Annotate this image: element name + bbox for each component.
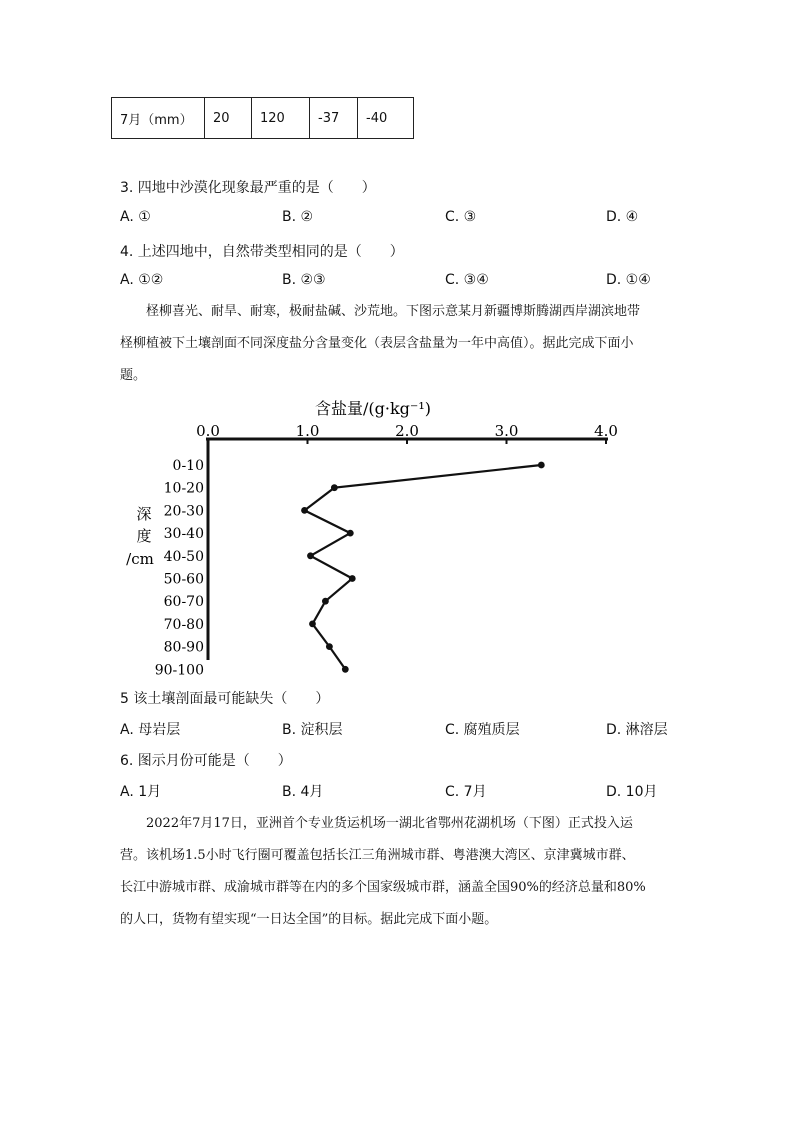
data-point	[347, 530, 354, 537]
y-tick-label: 0-10	[172, 458, 204, 474]
table-cell: 120	[252, 98, 310, 139]
y-tick-label: 90-100	[154, 662, 204, 677]
y-tick-label: 10-20	[163, 480, 204, 497]
table-row	[112, 98, 414, 139]
question-6-stem: 6. 图示月份可能是（ ）	[120, 753, 292, 769]
table-cell: -37	[310, 98, 358, 139]
y-tick-label: 50-60	[163, 571, 204, 588]
table-cell: -40	[358, 98, 414, 139]
q6-option-a[interactable]: A. 1月	[120, 784, 162, 800]
y-tick-label: 70-80	[163, 616, 204, 633]
q6-option-d[interactable]: D. 10月	[606, 784, 658, 800]
data-point	[342, 666, 349, 673]
q6-option-b[interactable]: B. 4月	[282, 784, 324, 800]
q4-option-a[interactable]: A. ①②	[120, 272, 164, 288]
q3-option-d[interactable]: D. ④	[606, 209, 639, 225]
y-tick-labels	[155, 458, 204, 677]
passage-tamarisk	[120, 296, 680, 392]
y-tick-label: 80-90	[163, 639, 204, 656]
question-4-stem: 4. 上述四地中，自然带类型相同的是（ ）	[120, 244, 404, 260]
question-5-stem: 5 该土壤剖面最可能缺失（ ）	[120, 691, 330, 707]
passage-line: 柽柳喜光、耐旱、耐寒，极耐盐碱、沙荒地。下图示意某月新疆博斯腾湖西岸湖滨地带	[146, 304, 641, 319]
q5-option-d[interactable]: D. 淋溶层	[606, 722, 668, 738]
passage-line: 长江中游城市群、成渝城市群等在内的多个国家级城市群，涵盖全国90%的经济总量和80%	[120, 880, 646, 895]
q3-option-a[interactable]: A. ①	[120, 209, 151, 225]
passage-line: 的人口，货物有望实现“一日达全国”的目标。据此完成下面小题。	[120, 912, 498, 927]
x-tick-label: 2.0	[395, 422, 419, 440]
chart-title: 含盐量/(g·kg⁻¹)	[314, 399, 432, 418]
x-tick-label: 4.0	[594, 422, 618, 440]
y-axis-label-unit: /cm	[126, 550, 154, 568]
question-3-stem: 3. 四地中沙漠化现象最严重的是（ ）	[120, 180, 376, 196]
data-point	[309, 621, 316, 628]
y-tick-label: 20-30	[163, 503, 204, 520]
y-axis-label-char: 度	[136, 527, 152, 545]
passage-line: 营。该机场1.5小时飞行圈可覆盖包括长江三角洲城市群、粤港澳大湾区、京津冀城市群、	[120, 848, 635, 863]
data-point	[307, 552, 314, 559]
y-axis-label-char: 深	[136, 505, 152, 523]
table-cell: 20	[205, 98, 252, 139]
data-point	[331, 484, 338, 491]
q4-option-d[interactable]: D. ①④	[606, 272, 651, 288]
q4-option-b[interactable]: B. ②③	[282, 272, 326, 288]
passage-ezhou-airport	[120, 808, 680, 936]
series-line	[305, 465, 542, 669]
table-cell: 7月（mm）	[112, 98, 205, 139]
y-tick-label: 60-70	[163, 594, 204, 611]
data-point	[301, 507, 308, 514]
q5-option-a[interactable]: A. 母岩层	[120, 722, 181, 738]
q4-option-c[interactable]: C. ③④	[445, 272, 489, 288]
x-tick-label: 1.0	[295, 422, 320, 440]
salinity-depth-chart	[120, 392, 640, 677]
y-tick-label: 30-40	[163, 526, 204, 543]
data-point	[322, 598, 329, 605]
data-point	[326, 643, 333, 650]
y-tick-label: 40-50	[163, 548, 204, 565]
q3-option-c[interactable]: C. ③	[445, 209, 477, 225]
q5-option-c[interactable]: C. 腐殖质层	[445, 722, 520, 738]
q6-option-c[interactable]: C. 7月	[445, 784, 487, 800]
climate-table	[111, 97, 414, 139]
x-tick-label: 0.0	[196, 422, 220, 440]
x-tick-labels	[196, 422, 618, 444]
q3-option-b[interactable]: B. ②	[282, 209, 314, 225]
data-point	[538, 462, 545, 469]
passage-line: 题。	[120, 368, 147, 383]
passage-line: 2022年7月17日，亚洲首个专业货运机场一湖北省鄂州花湖机场（下图）正式投入运	[146, 816, 633, 831]
data-point	[349, 575, 356, 582]
x-tick-label: 3.0	[494, 422, 519, 440]
passage-line: 柽柳植被下土壤剖面不同深度盐分含量变化（表层含盐量为一年中高值）。据此完成下面小	[120, 336, 634, 351]
q5-option-b[interactable]: B. 淀积层	[282, 722, 343, 738]
salinity-series	[301, 462, 545, 673]
